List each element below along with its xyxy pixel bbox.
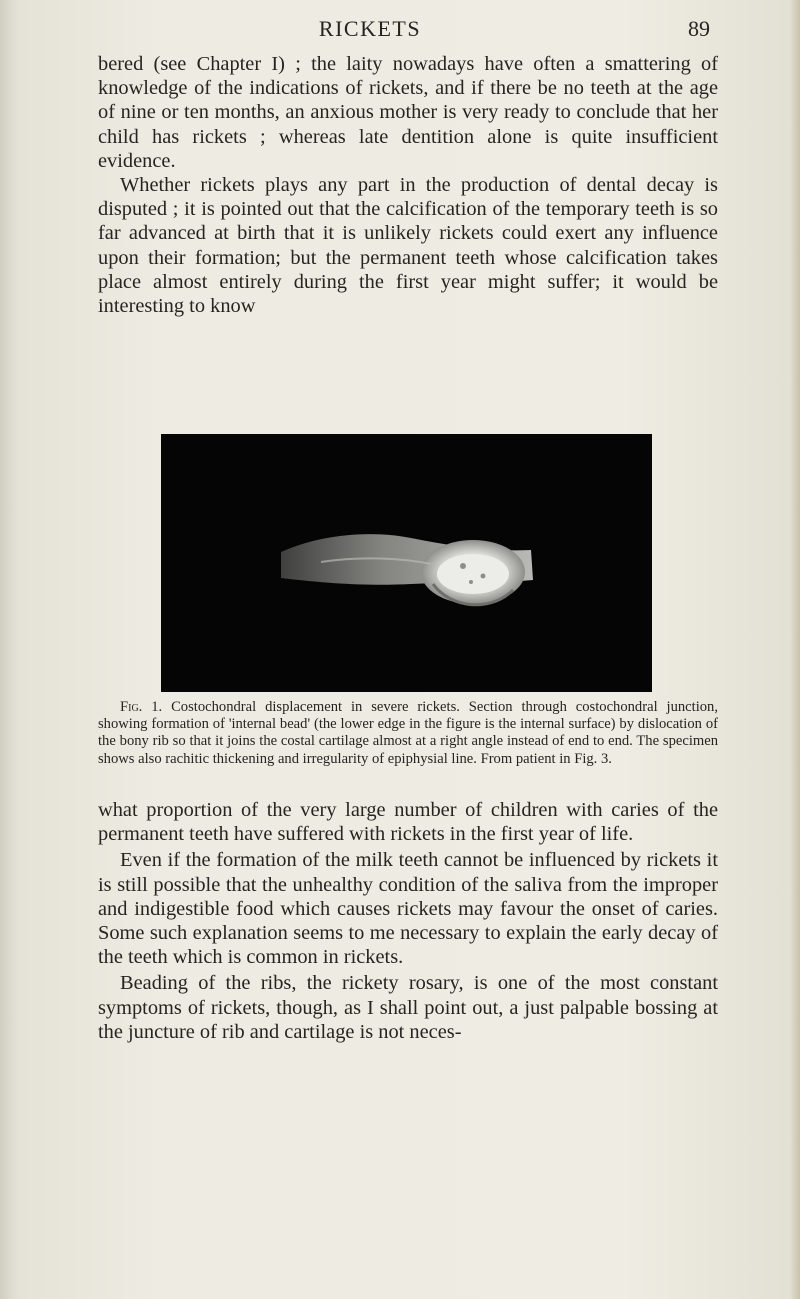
specimen-photo [161,434,652,692]
body-text-top [98,52,718,318]
paragraph: Beading of the ribs, the rickety rosary, is one of the most constant symptoms of rickets, though, as I shall point out, a just palpable bossing at the juncture of rib and cartilage is not neces- [98,972,718,1043]
page-edge [790,0,800,1299]
paragraph: bered (see Chapter I) ; the laity nowadays have often a smattering of knowledge of the indications of rickets, and if there be no teeth at the age of nine or ten months, an anxious mother is very ready to conclude that her child has rickets ; whereas late dentition alone is quite insufficient evidence. [98,53,718,172]
figure-label: Fig. 1. [120,699,163,715]
paragraph: Even if the formation of the milk teeth cannot be influenced by rickets it is still possible that the unhealthy condition of the saliva from the improper and indigestible food which causes rickets may favour the onset of caries. Some such explanation seems to me necessary to explain the early decay of the teeth which is common in rickets. [98,849,718,969]
figure-caption [98,699,718,768]
running-head [110,14,710,44]
paragraph: what proportion of the very large number of children with caries of the permanent teeth have suffered with rickets in the first year of life. [98,799,718,846]
body-text-bottom [98,798,718,1046]
figure-photograph [161,434,652,692]
page-number: 89 [688,16,710,41]
paragraph: Whether rickets plays any part in the production of dental decay is disputed ; it is pointed out that the calcification of the temporary teeth is so far advanced at birth that it is unlikely rickets could exert any influence upon their formation; but the permanent teeth whose calcification takes place almost entirely during the first year might suffer; it would be interesting to know [98,174,718,318]
figure-caption-text: Costochondral displacement in severe rickets. Section through costochondral junction, showing formation of 'internal bead' (the lower edge in the figure is the internal surface) by dislocation of the bony rib so that it joins the costal cartilage almost at a right angle instead of end to end. The specimen shows also rachitic thickening and irregularity of epiphysial line. From patient in Fig. 3. [98,699,718,767]
running-title: RICKETS [318,16,422,41]
gutter-shadow [0,0,18,1299]
